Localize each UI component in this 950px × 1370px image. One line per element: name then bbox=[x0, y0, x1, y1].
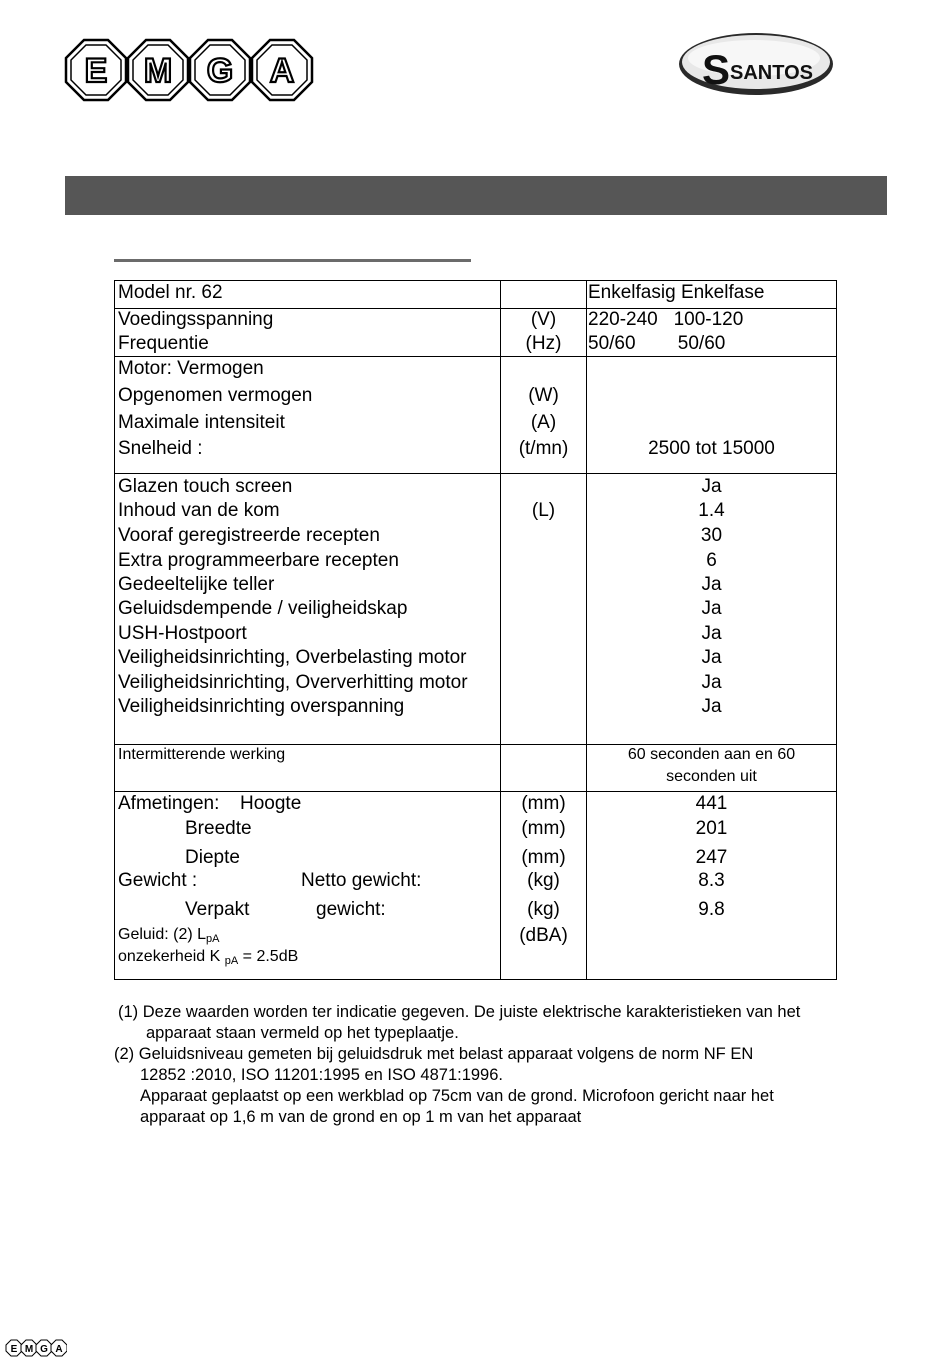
feature-value: Ja bbox=[701, 672, 722, 693]
footnote-2-line3: Apparaat geplaatst op een werkblad op 75cm van de grond. Microfoon gericht naar het bbox=[140, 1087, 774, 1105]
dim-hoogte: Hoogte bbox=[240, 793, 302, 814]
dim-diepte: Diepte bbox=[185, 847, 240, 868]
power-label-frequency: Frequentie bbox=[118, 333, 209, 354]
dim-value: 8.3 bbox=[698, 870, 725, 891]
dim-unit: (mm) bbox=[521, 818, 566, 839]
santos-logo bbox=[676, 30, 836, 98]
svg-text:E: E bbox=[10, 1344, 18, 1355]
footer-emga-logo bbox=[5, 1339, 67, 1357]
intermittent-value-line2: seconden uit bbox=[666, 768, 757, 785]
dim-verpakt: Verpakt bbox=[185, 899, 250, 920]
footnotes bbox=[114, 1002, 914, 1128]
dim-unit: (mm) bbox=[521, 793, 566, 814]
feature-label: Inhoud van de kom bbox=[118, 500, 280, 521]
svg-text:A: A bbox=[55, 1344, 63, 1355]
feature-value: Ja bbox=[701, 696, 722, 717]
footnote-1-line2: apparaat staan vermeld op het typeplaatje. bbox=[146, 1024, 459, 1042]
feature-label: Glazen touch screen bbox=[118, 476, 293, 497]
svg-text:G: G bbox=[40, 1344, 48, 1355]
feature-label: Geluidsdempende / veiligheidskap bbox=[118, 598, 408, 619]
power-value-frequency: 50/60 50/60 bbox=[588, 333, 726, 354]
dim-value: 9.8 bbox=[698, 899, 725, 920]
motor-label-opgenomen: Opgenomen vermogen bbox=[118, 385, 313, 406]
dim-value: 201 bbox=[695, 818, 728, 839]
dim-unit: (mm) bbox=[521, 847, 566, 868]
feature-label: USH-Hostpoort bbox=[118, 623, 247, 644]
feature-label: Veiligheidsinrichting, Oververhitting motor bbox=[118, 672, 468, 693]
motor-unit-a: (A) bbox=[530, 412, 557, 433]
dim-unit: (kg) bbox=[527, 899, 560, 920]
dim-afmetingen: Afmetingen: bbox=[118, 793, 220, 814]
feature-label: Veiligheidsinrichting, Overbelasting motor bbox=[118, 647, 467, 668]
emga-letter-m: M bbox=[143, 52, 173, 90]
motor-label-vermogen: Motor: Vermogen bbox=[118, 358, 264, 379]
feature-value: Ja bbox=[701, 647, 722, 668]
title-rule bbox=[114, 259, 471, 262]
model-label: Model nr. 62 bbox=[118, 282, 223, 303]
section-banner bbox=[65, 176, 887, 215]
dim-netto: Netto gewicht: bbox=[301, 870, 422, 891]
santos-wordmark: SANTOS bbox=[730, 62, 813, 84]
power-label-voltage: Voedingsspanning bbox=[118, 309, 274, 330]
phase-header: Enkelfasig Enkelfase bbox=[588, 282, 765, 303]
footnote-2-line1: (2) Geluidsniveau gemeten bij geluidsdruk met belast apparaat volgens de norm NF EN bbox=[114, 1045, 754, 1063]
intermittent-value-line1: 60 seconden aan en 60 bbox=[627, 746, 796, 763]
feature-label: Veiligheidsinrichting overspanning bbox=[118, 696, 405, 717]
motor-unit-w: (W) bbox=[528, 385, 559, 406]
dim-onzekerheid: onzekerheid K $_{pA}$ = 2.5dB bbox=[118, 948, 299, 967]
motor-label-intensiteit: Maximale intensiteit bbox=[118, 412, 285, 433]
feature-label: Vooraf geregistreerde recepten bbox=[118, 525, 380, 546]
dim-gewicht: Gewicht : bbox=[118, 870, 198, 891]
emga-letter-e: E bbox=[84, 52, 108, 90]
feature-value: 6 bbox=[706, 550, 717, 571]
dim-geluid: Geluid: (2) $L_{pA}$ bbox=[118, 926, 220, 945]
emga-letter-g: G bbox=[206, 52, 234, 90]
dim-breedte: Breedte bbox=[185, 818, 252, 839]
dim-unit: (kg) bbox=[527, 870, 560, 891]
footnote-2-line4: apparaat op 1,6 m van de grond en op 1 m van het apparaat bbox=[140, 1108, 582, 1126]
dim-unit: (dBA) bbox=[519, 925, 568, 946]
feature-unit-l: (L) bbox=[531, 500, 556, 521]
footnote-2-line2: 12852 :2010, ISO 11201:1995 en ISO 4871:1996. bbox=[140, 1066, 503, 1084]
power-value-voltage: 220-240 100-120 bbox=[588, 309, 744, 330]
motor-label-snelheid: Snelheid : bbox=[118, 438, 203, 459]
feature-value: Ja bbox=[701, 598, 722, 619]
feature-value: Ja bbox=[701, 476, 722, 497]
feature-label: Gedeeltelijke teller bbox=[118, 574, 275, 595]
feature-label: Extra programmeerbare recepten bbox=[118, 550, 399, 571]
feature-value: 30 bbox=[700, 525, 723, 546]
motor-value-snelheid: 2500 tot 15000 bbox=[648, 438, 775, 459]
dim-value: 441 bbox=[695, 793, 728, 814]
svg-text:S: S bbox=[702, 46, 731, 93]
power-unit-hz: (Hz) bbox=[525, 333, 562, 354]
dim-value: 247 bbox=[695, 847, 728, 868]
cell-intermittent-unit bbox=[500, 744, 587, 792]
feature-value: Ja bbox=[701, 574, 722, 595]
feature-value: Ja bbox=[701, 623, 722, 644]
feature-value: 1.4 bbox=[698, 500, 725, 521]
intermittent-label: Intermitterende werking bbox=[118, 746, 286, 763]
motor-unit-tmn: (t/mn) bbox=[518, 438, 569, 459]
emga-logo bbox=[64, 38, 318, 102]
spec-table bbox=[114, 280, 837, 980]
emga-letter-a: A bbox=[269, 52, 295, 90]
cell-unit-header bbox=[500, 280, 587, 309]
dim-verpakt-gewicht: gewicht: bbox=[316, 899, 386, 920]
svg-text:M: M bbox=[24, 1344, 34, 1355]
power-unit-v: (V) bbox=[530, 309, 557, 330]
footnote-1-line1: (1) Deze waarden worden ter indicatie gegeven. De juiste elektrische karakteristieken van het bbox=[118, 1003, 801, 1021]
